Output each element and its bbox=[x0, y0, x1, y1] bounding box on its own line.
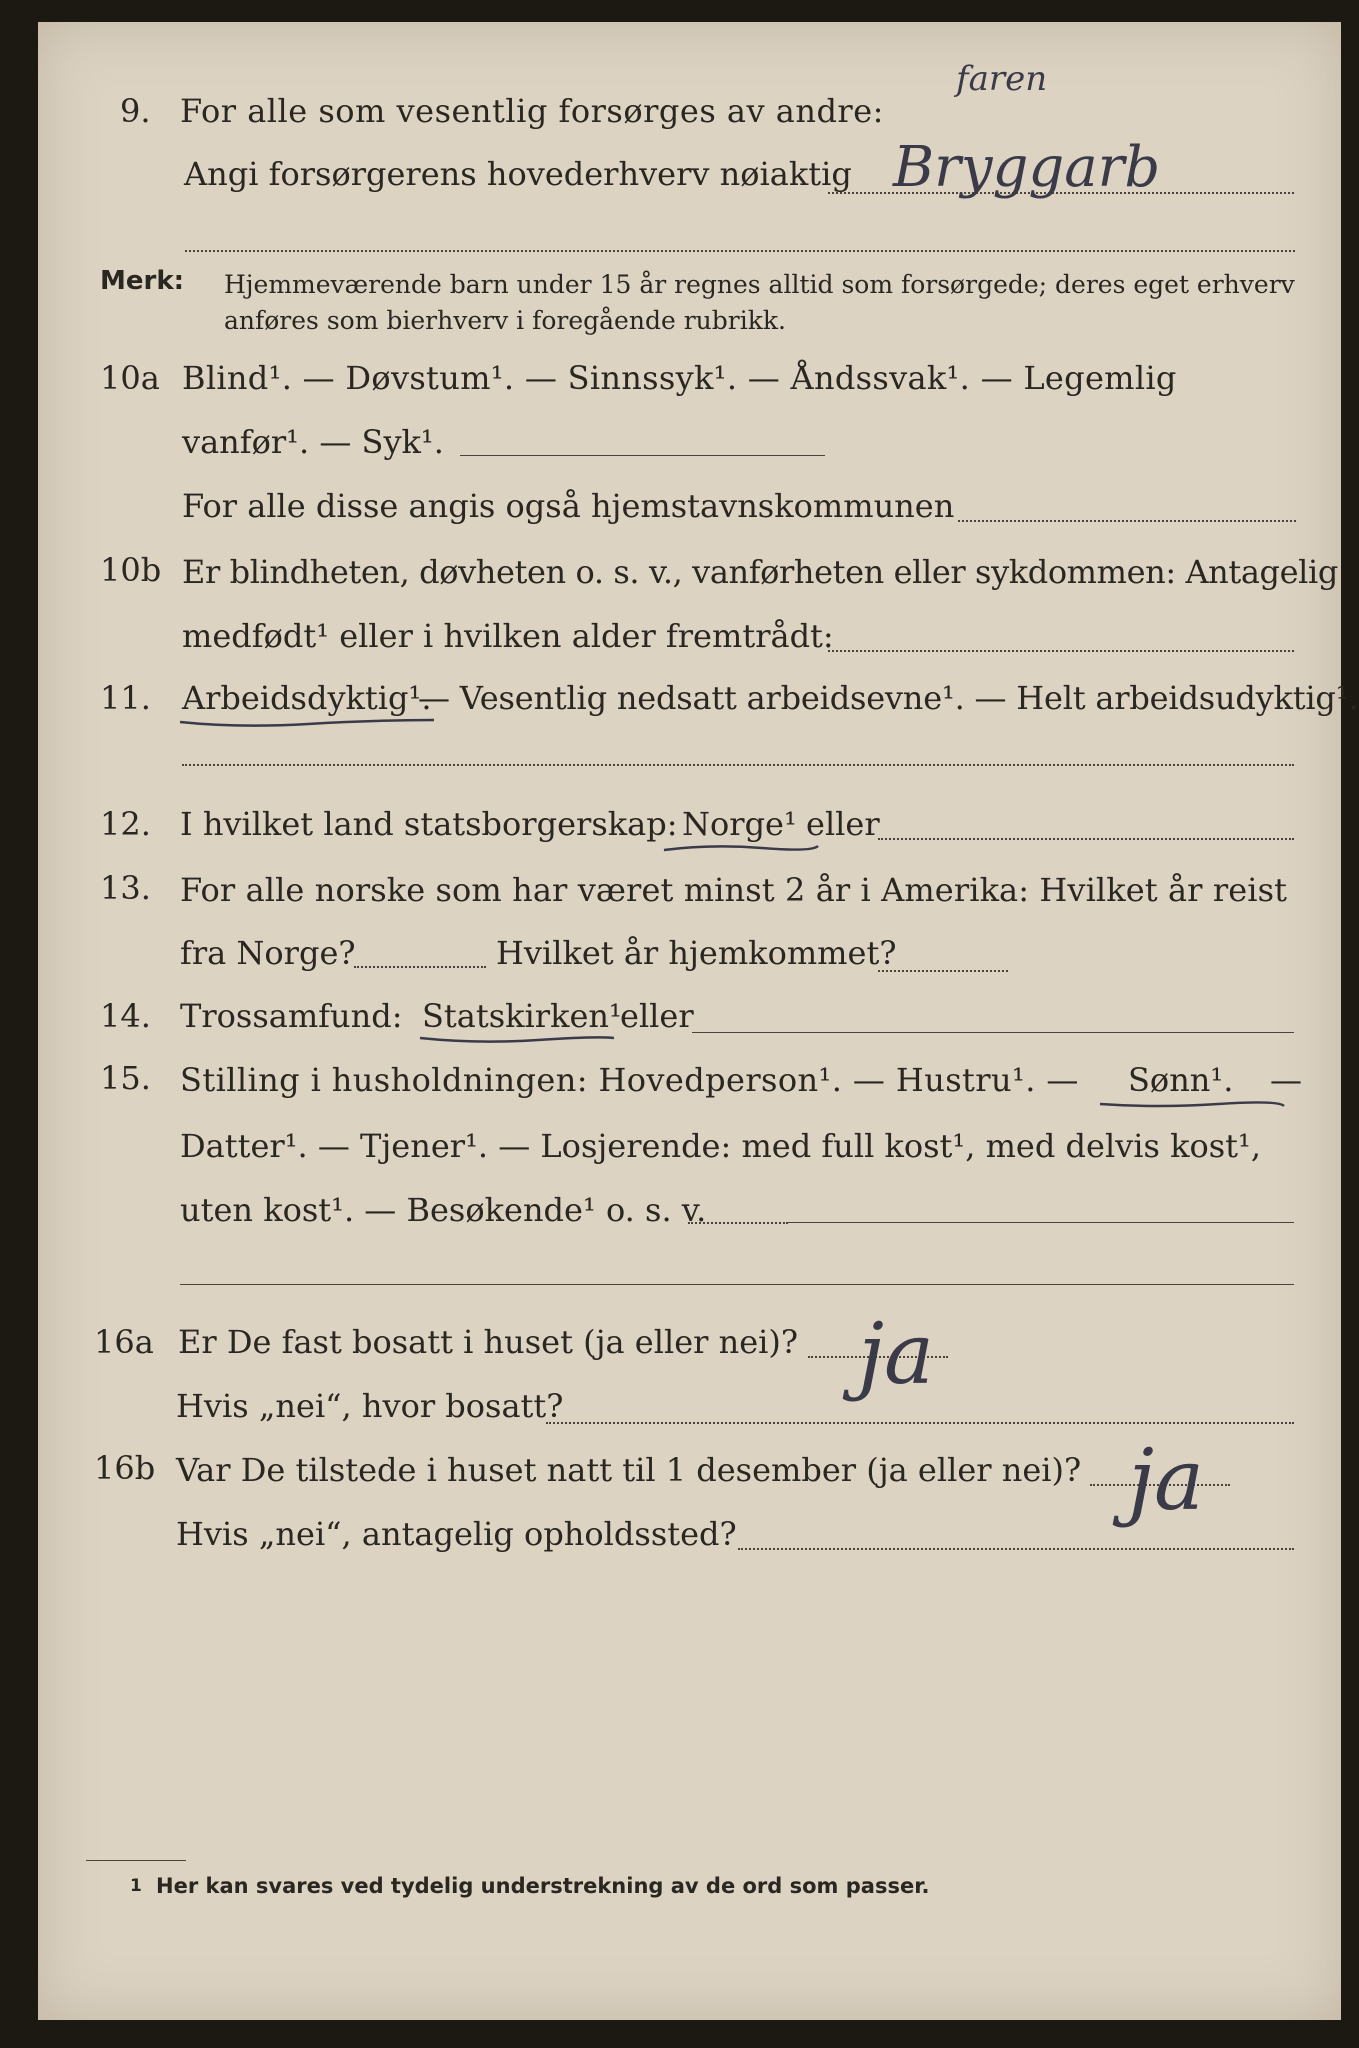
q16a-bosatt-line bbox=[546, 1422, 1294, 1424]
q9-extra-line bbox=[185, 250, 1295, 252]
q13-reist-line bbox=[354, 966, 486, 968]
q15-line1a: Stilling i husholdningen: Hovedperson¹. — Hustru¹. — bbox=[180, 1061, 1079, 1099]
q11-option-arbeidsdyktig: Arbeidsdyktig¹. bbox=[182, 679, 432, 717]
q11-extra-line bbox=[182, 764, 1294, 766]
q9-line1: For alle som vesentlig forsørges av andre: bbox=[180, 92, 884, 130]
q16a-answer: ja bbox=[858, 1305, 935, 1403]
q9-line2: Angi forsørgerens hovederhverv nøiaktig bbox=[184, 155, 852, 193]
q16a-line1: Er De fast bosatt i huset (ja eller nei)? bbox=[178, 1323, 799, 1361]
q16b-answer: ja bbox=[1128, 1431, 1205, 1529]
q12-option-norge: Norge¹ bbox=[682, 805, 797, 843]
q16b-line1: Var De tilstede i huset natt til 1 desember (ja eller nei)? bbox=[176, 1451, 1082, 1489]
q10a-answer-line bbox=[460, 455, 825, 456]
q15-line2: Datter¹. — Tjener¹. — Losjerende: med full kost¹, med delvis kost¹, bbox=[180, 1127, 1262, 1165]
q16b-line2: Hvis „nei“, antagelig opholdssted? bbox=[176, 1515, 737, 1553]
q11-underline-mark bbox=[178, 712, 438, 730]
q10b-answer-line bbox=[828, 650, 1294, 652]
q16b-number: 16b bbox=[94, 1449, 156, 1487]
q15-line3: uten kost¹. — Besøkende¹ o. s. v. bbox=[180, 1191, 707, 1229]
merk-line2: anføres som bierhverv i foregående rubrikk. bbox=[224, 306, 786, 335]
q16b-opholdssted-line bbox=[738, 1548, 1294, 1550]
q14-number: 14. bbox=[100, 997, 151, 1035]
q12-underline-mark bbox=[662, 840, 822, 856]
q16a-line2: Hvis „nei“, hvor bosatt? bbox=[176, 1387, 564, 1425]
q13-hjemkommet-line bbox=[878, 970, 1008, 972]
q11-number: 11. bbox=[100, 679, 151, 717]
q12-prefix: I hvilket land statsborgerskap: bbox=[180, 805, 678, 843]
q15-number: 15. bbox=[100, 1059, 151, 1097]
q14-underline-mark bbox=[418, 1030, 618, 1046]
footnote-text: Her kan svares ved tydelig understrekning av de ord som passer. bbox=[156, 1874, 930, 1898]
q10a-line2: vanfør¹. — Syk¹. bbox=[182, 423, 444, 461]
q13-line2a: fra Norge? bbox=[180, 934, 356, 972]
q9-number: 9. bbox=[120, 92, 151, 130]
q14-prefix: Trossamfund: bbox=[180, 997, 403, 1035]
q9-answer-note: faren bbox=[956, 59, 1048, 99]
q15-extra-line bbox=[180, 1284, 1294, 1285]
q14-option-statskirken: Statskirken¹ bbox=[422, 997, 622, 1035]
merk-line1: Hjemmeværende barn under 15 år regnes alltid som forsørgede; deres eget erhverv bbox=[224, 270, 1295, 299]
q11-rest: — Vesentlig nedsatt arbeidsevne¹. — Helt arbeidsudyktig¹. bbox=[418, 679, 1359, 717]
q13-number: 13. bbox=[100, 869, 151, 907]
footnote-rule bbox=[86, 1860, 186, 1861]
q10b-number: 10b bbox=[100, 551, 162, 589]
q12-answer-line bbox=[878, 838, 1294, 840]
q15-answer-dots bbox=[688, 1222, 788, 1224]
q13-line1: For alle norske som har været minst 2 år i Amerika: Hvilket år reist bbox=[180, 871, 1288, 909]
q9-answer: Bryggarb bbox=[893, 135, 1161, 200]
q10a-line3: For alle disse angis også hjemstavnskommunen bbox=[182, 487, 955, 525]
q16a-number: 16a bbox=[94, 1323, 154, 1361]
q14-suffix: eller bbox=[620, 997, 694, 1035]
footnote-marker: 1 bbox=[130, 1876, 142, 1896]
q14-answer-line bbox=[692, 1032, 1294, 1033]
form-page bbox=[38, 22, 1359, 2020]
q13-line2b: Hvilket år hjemkommet? bbox=[496, 934, 897, 972]
q10b-line1: Er blindheten, døvheten o. s. v., vanførheten eller sykdommen: Antagelig bbox=[182, 553, 1338, 591]
q15-answer-line bbox=[788, 1222, 1294, 1223]
q12-suffix: eller bbox=[806, 805, 880, 843]
q15-line1c: — bbox=[1270, 1061, 1302, 1099]
q15-option-sonn: Sønn¹. bbox=[1128, 1061, 1234, 1099]
q10a-number: 10a bbox=[100, 359, 160, 397]
merk-label: Merk: bbox=[100, 266, 185, 296]
q10a-line1: Blind¹. — Døvstum¹. — Sinnssyk¹. — Åndssvak¹. — Legemlig bbox=[182, 359, 1177, 397]
q10b-line2: medfødt¹ eller i hvilken alder fremtrådt: bbox=[182, 617, 834, 655]
q15-underline-mark bbox=[1098, 1096, 1288, 1112]
q10a-kommune-line bbox=[958, 520, 1296, 522]
q12-number: 12. bbox=[100, 805, 151, 843]
